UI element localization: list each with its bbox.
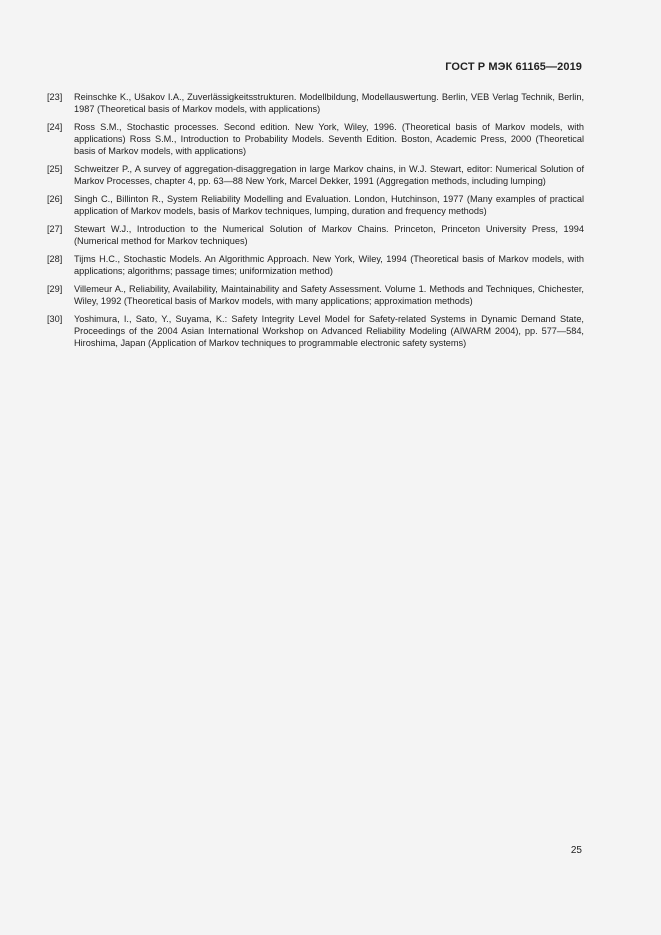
- reference-text: Tijms H.C., Stochastic Models. An Algorithmic Approach. New York, Wiley, 1994 (Theoretical basis of Markov models, with applications; algorithms; passage times; uniformization method): [74, 254, 584, 276]
- reference-number: [27]: [47, 224, 63, 234]
- reference-number: [23]: [47, 92, 63, 102]
- reference-number: [30]: [47, 314, 63, 324]
- reference-item: [47, 313, 584, 349]
- reference-item: [47, 283, 584, 307]
- reference-number: [29]: [47, 284, 63, 294]
- reference-number: [24]: [47, 122, 63, 132]
- reference-number: [28]: [47, 254, 63, 264]
- reference-text: Stewart W.J., Introduction to the Numerical Solution of Markov Chains. Princeton, Princeton University Press, 1994 (Numerical method for Markov techniques): [74, 224, 584, 246]
- reference-item: [47, 121, 584, 157]
- reference-item: [47, 193, 584, 217]
- reference-text: Ross S.M., Stochastic processes. Second edition. New York, Wiley, 1996. (Theoretical basis of Markov models, with applications) Ross S.M., Introduction to Probability Models. Seventh Edition. Boston, Academic Press, 2000 (Theoretical basis of Markov models, with applications): [74, 122, 584, 156]
- reference-item: [47, 163, 584, 187]
- reference-item: [47, 223, 584, 247]
- reference-number: [25]: [47, 164, 63, 174]
- reference-text: Singh C., Billinton R., System Reliability Modelling and Evaluation. London, Hutchinson, 1977 (Many examples of practical application of Markov models, basis of Markov techniques, lumping, duration and frequency methods): [74, 194, 584, 216]
- reference-text: Villemeur A., Reliability, Availability, Maintainability and Safety Assessment. Volume 1. Methods and Techniques, Chichester, Wiley, 1992 (Theoretical basis of Markov models, with many applications; approximation methods): [74, 284, 584, 306]
- reference-item: [47, 91, 584, 115]
- bibliography-list: [47, 91, 584, 355]
- reference-item: [47, 253, 584, 277]
- reference-number: [26]: [47, 194, 63, 204]
- reference-text: Yoshimura, I., Sato, Y., Suyama, K.: Safety Integrity Level Model for Safety-related Systems in Dynamic Demand State, Proceedings of the 2004 Asian International Workshop on Advanced Reliability Modeling (AIWARM 2004), pp. 577—584, Hiroshima, Japan (Application of Markov techniques to programmable electronic safety systems): [74, 314, 584, 348]
- reference-text: Schweitzer P., A survey of aggregation-disaggregation in large Markov chains, in W.J. Stewart, editor: Numerical Solution of Markov Processes, chapter 4, pp. 63—88 New York, Marcel Dekker, 1991 (Aggregation methods, including lumping): [74, 164, 584, 186]
- reference-text: Reinschke K., Ušakov I.A., Zuverlässigkeitsstrukturen. Modellbildung, Modellauswertung. Berlin, VEB Verlag Technik, Berlin, 1987 (Theoretical basis of Markov models, with applications): [74, 92, 584, 114]
- page-number: 25: [570, 845, 582, 856]
- standard-header: ГОСТ Р МЭК 61165—2019: [445, 61, 582, 73]
